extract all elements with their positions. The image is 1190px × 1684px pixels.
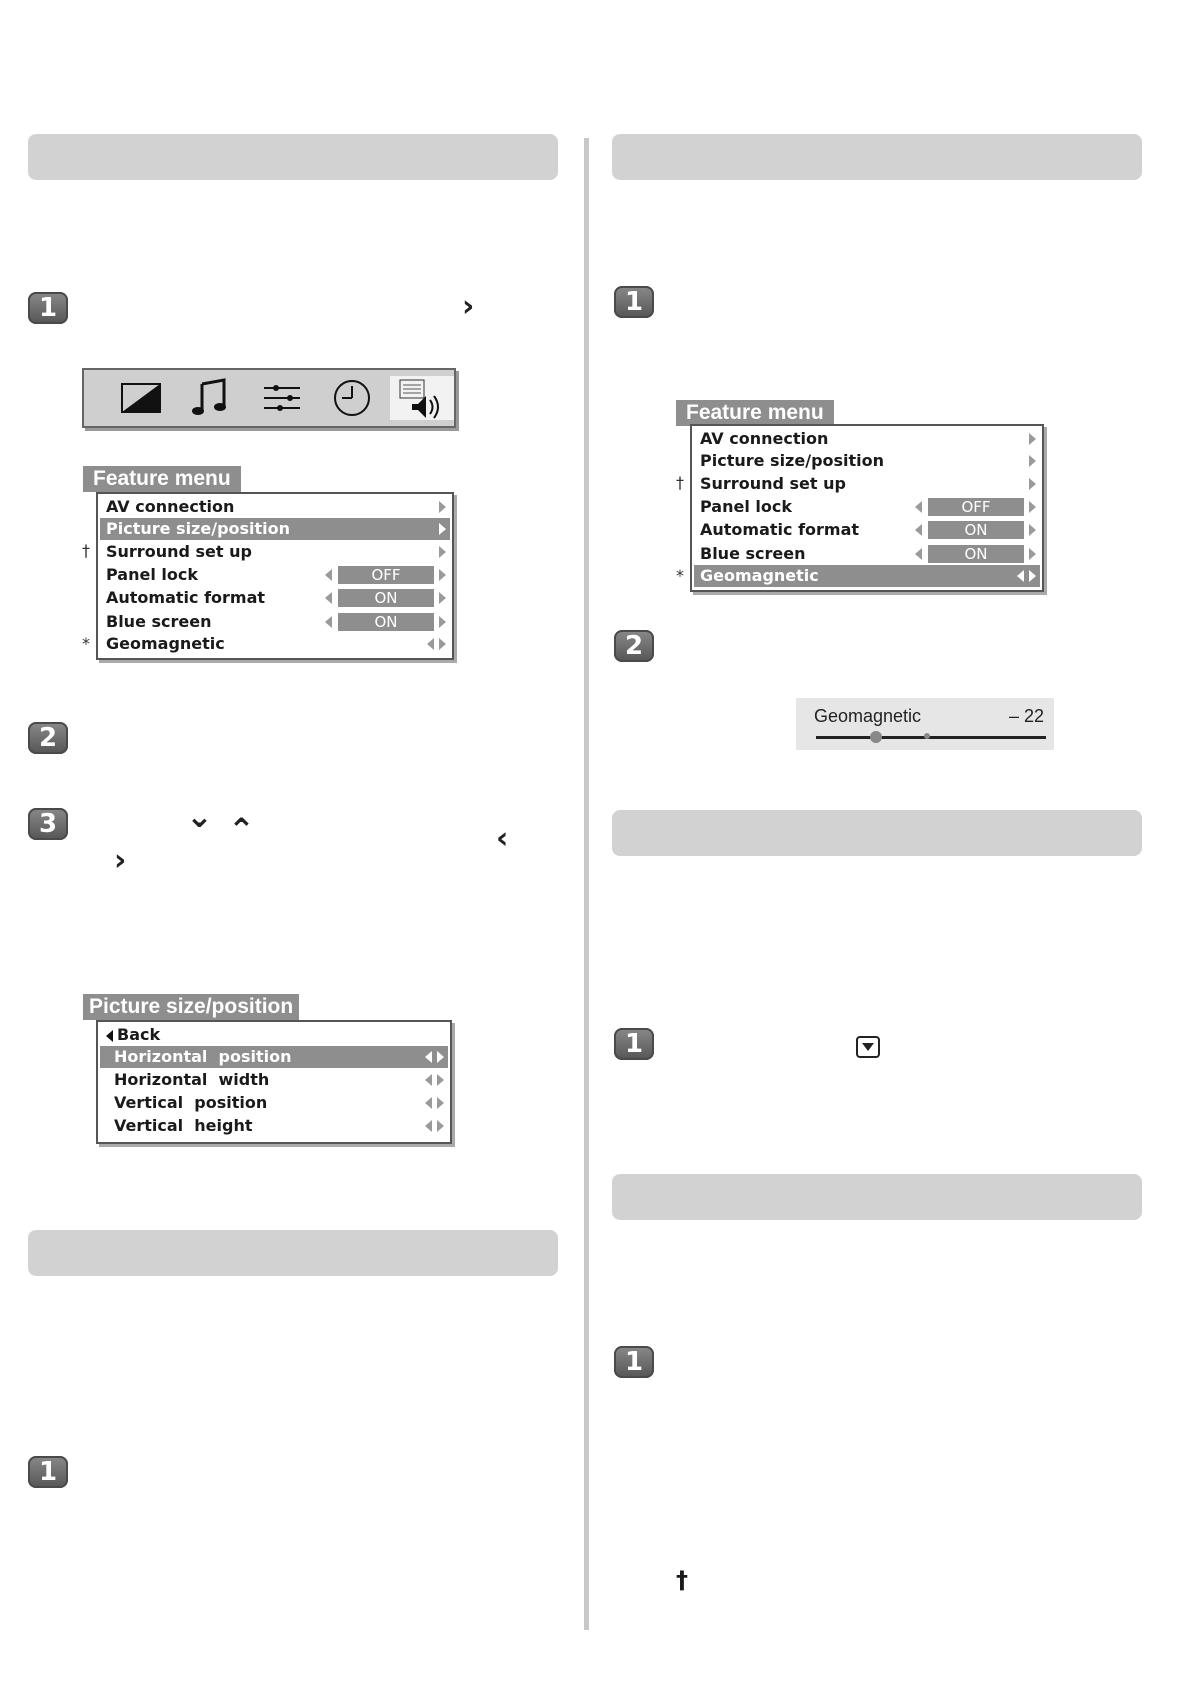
picture-icon[interactable] [110,376,174,420]
column-divider [584,138,589,1630]
row-label: Vertical height [114,1116,253,1135]
picture-menu-title: Picture size/position [83,994,299,1020]
row-label: Picture size/position [106,519,291,538]
menu-row-av-connection[interactable] [694,428,1040,450]
step-1-badge: 1 [28,292,68,324]
sound-icon[interactable] [180,376,244,420]
feature-menu-title: Feature menu [83,466,241,492]
menu-row-surround-set-up[interactable] [100,541,450,563]
setup-icon[interactable] [250,376,314,420]
menu-row-horizontal-position[interactable] [100,1046,448,1068]
timer-icon[interactable] [320,376,384,420]
geomagnetic-slider-track[interactable] [816,736,1046,739]
section-header-bar [612,1174,1142,1220]
section-header-bar [612,810,1142,856]
menu-row-blue-screen[interactable] [100,611,450,633]
row-label: Geomagnetic [106,634,225,653]
feature-icon[interactable] [390,376,454,420]
geomagnetic-center-tick [924,733,930,739]
main-menu-icon-bar [82,368,456,428]
blue-screen-value: ON [338,613,434,631]
feature-menu [96,492,454,660]
menu-row-geomagnetic[interactable] [100,633,450,655]
menu-row-panel-lock[interactable] [100,564,450,586]
picture-size-position-menu [96,1020,452,1144]
row-label: Vertical position [114,1093,268,1112]
row-label: Automatic format [700,520,860,539]
row-label: Panel lock [106,565,198,584]
row-label: Blue screen [700,544,806,563]
geomagnetic-adjust-panel [796,698,1054,750]
menu-row-back[interactable] [100,1024,448,1046]
menu-row-horizontal-width[interactable] [100,1069,448,1091]
row-label: AV connection [700,429,829,448]
section-header-bar [28,1230,558,1276]
row-label: Surround set up [106,542,252,561]
row-label: AV connection [106,497,235,516]
feature-menu [690,424,1044,592]
menu-row-picture-size-position[interactable] [694,450,1040,472]
section-header-bar [612,134,1142,180]
menu-row-surround-set-up[interactable] [694,473,1040,495]
row-label: Picture size/position [700,451,885,470]
back-arrow-icon [106,1030,113,1042]
step-1-badge: 1 [614,286,654,318]
right-arrow-icon: › [462,289,475,324]
asterisk-mark: * [676,566,684,585]
step-1-badge: 1 [614,1346,654,1378]
right-arrow-icon: › [114,843,127,878]
row-label: Horizontal position [114,1047,292,1066]
asterisk-mark: * [82,634,90,653]
menu-row-automatic-format[interactable] [694,519,1040,541]
step-1-badge: 1 [614,1028,654,1060]
menu-row-vertical-position[interactable] [100,1092,448,1114]
dagger-mark: † [676,1566,688,1594]
down-key-icon [856,1036,880,1058]
up-arrow-icon: ⌃ [228,811,255,849]
step-1-badge: 1 [28,1456,68,1488]
menu-row-vertical-height[interactable] [100,1115,448,1137]
row-label: Geomagnetic [700,566,819,585]
panel-lock-value: OFF [928,498,1024,516]
menu-row-panel-lock[interactable] [694,496,1040,518]
dagger-mark: † [82,541,90,560]
geomagnetic-label: Geomagnetic [814,706,922,726]
menu-row-automatic-format[interactable] [100,587,450,609]
panel-lock-value: OFF [338,566,434,584]
automatic-format-value: ON [928,521,1024,539]
blue-screen-value: ON [928,545,1024,563]
step-2-badge: 2 [614,630,654,662]
dagger-mark: † [676,473,684,492]
row-label: Panel lock [700,497,792,516]
menu-row-blue-screen[interactable] [694,543,1040,565]
left-arrow-icon: ‹ [496,821,509,856]
automatic-format-value: ON [338,589,434,607]
row-label: Automatic format [106,588,266,607]
feature-menu-title: Feature menu [676,400,834,426]
menu-row-av-connection[interactable] [100,496,450,518]
down-arrow-icon: ⌄ [186,797,213,835]
geomagnetic-value: – 22 [1008,706,1044,726]
row-label: Blue screen [106,612,212,631]
step-3-badge: 3 [28,808,68,840]
menu-row-geomagnetic[interactable] [694,565,1040,587]
row-label: Back [117,1025,161,1044]
row-label: Horizontal width [114,1070,270,1089]
section-header-bar [28,134,558,180]
row-label: Surround set up [700,474,846,493]
step-2-badge: 2 [28,722,68,754]
geomagnetic-slider-knob[interactable] [870,731,882,743]
menu-row-picture-size-position[interactable] [100,518,450,540]
